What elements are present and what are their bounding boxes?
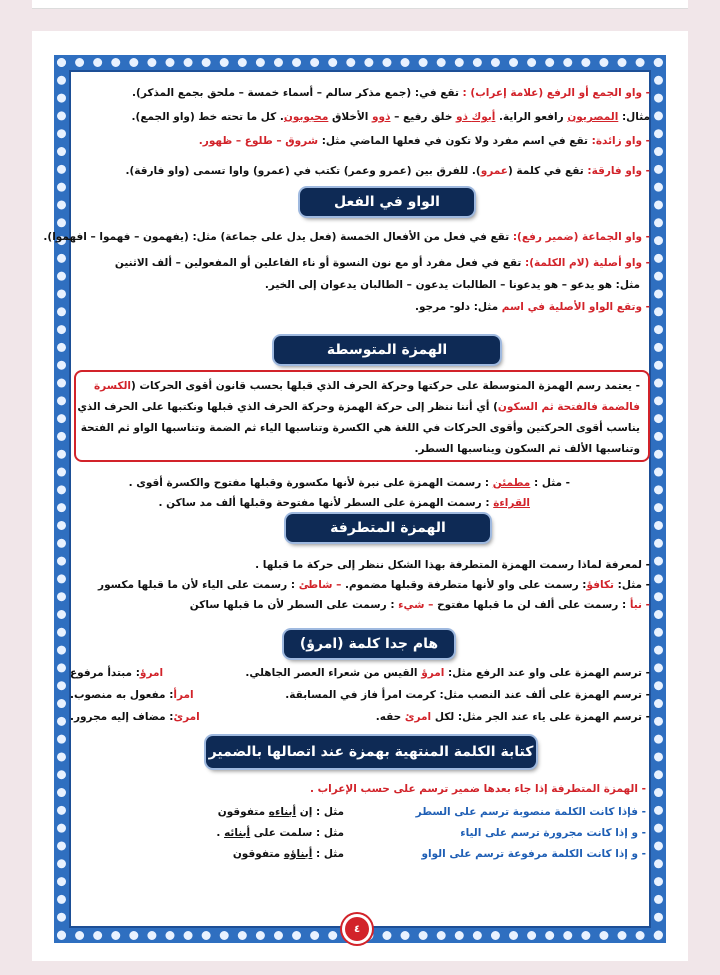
example-word: مطمئن	[492, 477, 531, 489]
waw-ism-desc: مثل: دلو- مرجو.	[414, 301, 499, 313]
rule-text: - ترسم الهمزة على واو عند الرفع مثل:	[444, 667, 650, 679]
rule-text: : مفعول به منصوب.	[70, 689, 174, 701]
example-prefix: مثل : سلمت على	[250, 827, 344, 839]
example-word: أبوك	[471, 111, 496, 123]
example-word: المصريون	[567, 111, 619, 123]
example-word: امرؤ	[139, 667, 164, 679]
example-prefix: - مثل :	[530, 477, 570, 489]
imru-rule-nasb: - ترسم الهمزة على ألف عند النصب مثل: كرمت امرأ فاز في المسابقة.	[285, 689, 650, 701]
box-line: وتناسبها الألف ثم السكون ويناسبها السطر.	[414, 443, 640, 455]
waw-jama3a-title: - واو الجماعة (ضمير رفع):	[509, 231, 650, 243]
example-text: الأخلاق	[328, 111, 373, 123]
waw-asliya-desc: تقع في فعل مفرد أو مع نون النسوة أو ناء الفاعلين أو المفعولين – ألف الاثنين	[114, 257, 522, 269]
example-text: خلق رفيع –	[390, 111, 457, 123]
example-word: القراءة	[493, 497, 530, 509]
example-text: . كل ما تحته خط (واو الجمع).	[131, 111, 284, 123]
waw-fariqa-word: عمرو	[480, 165, 508, 177]
waw-jam-rule	[70, 86, 650, 100]
section-banner-mutatarrifa: الهمزة المتطرفة	[286, 514, 490, 542]
example-word: محبوبون	[283, 111, 329, 123]
waw-zaida-desc: تقع في اسم مفرد ولا تكون في فعلها الماضي مثل:	[318, 135, 588, 147]
example-text: متفوقون	[217, 806, 269, 818]
waw-jama3a-desc: تقع في فعل من الأفعال الخمسة (فعل يدل على جماعة) مثل: (يفهمون – فهموا – افهموا).	[43, 231, 510, 243]
waw-asliya-title: - واو أصلية (لام الكلمة):	[521, 257, 650, 269]
waw-asliya-rule	[70, 256, 650, 270]
damir-rule: - الهمزة المتطرفة إذا جاء بعدها ضمير ترسم على حسب الإعراب .	[309, 783, 646, 795]
mutatarrifa-example-2	[70, 598, 650, 612]
damir-case-mansub: - فإذا كانت الكلمة منصوبة ترسم على السطر	[415, 806, 646, 818]
rule-text: - ترسم الهمزة على ياء عند الجر مثل: لكل	[431, 711, 650, 723]
rule-text: حقه.	[375, 711, 405, 723]
box-line	[77, 397, 640, 418]
example-word: امرئ	[404, 711, 432, 723]
section-banner-waw-fi3l: الواو في الفعل	[300, 188, 474, 216]
box-text: - يعتمد رسم الهمزة المتوسطة على حركتها وحركة الحرف الذي قبلها بحسب قانون أقوى الحركات (	[131, 380, 640, 392]
waw-zaida-example: شروق – طلوع – ظهور.	[198, 135, 319, 147]
page-number-badge: ٤	[345, 917, 369, 941]
rule-text: : مضاف إليه مجرور.	[70, 711, 174, 723]
waw-fariqa-desc: تقع في كلمة (	[507, 165, 584, 177]
example-word: أبنائه	[224, 827, 251, 839]
waw-ism-title: - وتقع الواو الأصلية في اسم	[498, 301, 650, 313]
waw-fariqa-rule	[70, 164, 650, 178]
damir-example-majrur	[216, 826, 344, 840]
damir-example-mansub	[218, 805, 344, 819]
box-line	[84, 376, 640, 397]
waw-ism-rule	[70, 300, 650, 314]
example-text: رافعو الراية.	[495, 111, 568, 123]
mutawassita-example-2	[70, 496, 530, 510]
example-prefix: - مثل:	[613, 579, 650, 591]
box-text: ) أي أننا ننظر إلى حركة الهمزة وحركة الحرف الذي قبلها ونكتبها على الحرف الذي	[77, 401, 498, 413]
example-prefix: مثل :	[312, 848, 344, 860]
mutatarrifa-rule: - لمعرفة لماذا رسمت الهمزة المتطرفة بهذا الشكل ننظر إلى حركة ما قبلها .	[255, 559, 650, 571]
waw-zaida-rule	[70, 134, 650, 148]
imru-side-jarr	[70, 710, 200, 724]
example-text: متفوقون	[232, 848, 284, 860]
example-prefix: مثال:	[618, 111, 650, 123]
example-word: تكافؤ	[586, 579, 614, 591]
section-banner-mutawassita: الهمزة المتوسطة	[274, 336, 500, 364]
example-text: : رسمت على ألف لن ما قبلها مفتوح	[437, 599, 630, 611]
mutatarrifa-example-1	[70, 578, 650, 592]
section-banner-damir: كتابة الكلمة المنتهية بهمزة عند اتصالها بالضمير	[206, 736, 536, 768]
example-word: أبناؤه	[283, 848, 313, 860]
waw-jam-desc: تقع في: (جمع مذكر سالم – أسماء خمسة – ملحق بجمع المذكر).	[132, 87, 459, 99]
example-text: .	[216, 827, 225, 839]
waw-jama3a-rule	[43, 230, 650, 244]
example-word: ذوو	[372, 111, 391, 123]
waw-jam-example	[70, 110, 650, 124]
waw-fariqa-title: - واو فارقة:	[583, 165, 650, 177]
example-text: : رسمت على واو لأنها متطرفة وقبلها مضموم.	[345, 579, 587, 591]
rule-box-mutawassita	[74, 370, 650, 462]
damir-example-marfu3	[233, 847, 344, 861]
waw-asliya-example: مثل: هو يدعو – هو يدعونا – الطالبات يدعون – الطالبان يدعوان إلى الخير.	[264, 279, 640, 291]
example-word: – شاطئ	[298, 579, 346, 591]
example-text: : رسمت على الياء لأن ما قبلها مكسور	[98, 579, 299, 591]
waw-fariqa-desc: ). للفرق بين (عمرو وعمر) تكتب في (عمرو) واوا تسمى (واو فارقة).	[125, 165, 481, 177]
page-content	[43, 74, 650, 924]
imru-side-nasb	[70, 688, 194, 702]
damir-case-marfu3: - و إذا كانت الكلمة مرفوعة ترسم على الواو	[421, 848, 646, 860]
example-text: : رسمت على السطر لأن ما قبلها ساكن	[189, 599, 399, 611]
example-word: امرئ	[173, 711, 200, 723]
box-line: يناسب أقوى الحركتين وأقوى الحركات في اللغة هي الكسرة وتناسبها الياء ثم الضمة وتناسبها الواو ثم الفتحة	[80, 422, 640, 434]
damir-case-majrur: - و إذا كانت مجرورة ترسم على الياء	[460, 827, 646, 839]
previous-page-edge	[32, 0, 688, 9]
example-word: - نبأ	[629, 599, 650, 611]
section-banner-imru: هام جدا كلمة (امرؤ)	[284, 630, 454, 658]
waw-jam-title: - واو الجمع أو الرفع (علامة إعراب) :	[458, 87, 650, 99]
example-word: – شيء	[398, 599, 438, 611]
example-word: امرأ	[173, 689, 194, 701]
example-word: امرؤ	[421, 667, 445, 679]
waw-zaida-title: - واو زائدة:	[587, 135, 650, 147]
example-prefix: مثل : إن	[296, 806, 344, 818]
box-highlight: فالضمة فالفتحة ثم السكون	[497, 401, 640, 413]
imru-side-raf3	[70, 666, 163, 680]
mutawassita-example-1	[70, 476, 570, 490]
example-word: أبناءه	[268, 806, 297, 818]
rule-text: القيس من شعراء العصر الجاهلي.	[245, 667, 422, 679]
box-highlight: الكسرة	[93, 380, 132, 392]
example-word: ذو	[456, 111, 472, 123]
rule-text: : مبتدأ مرفوع	[70, 667, 140, 679]
example-text: : رسمت الهمزة على السطر لأنها مفتوحة وقبلها ألف مد ساكن .	[158, 497, 494, 509]
example-text: : رسمت الهمزة على نبرة لأنها مكسورة وقبلها مفتوح والكسرة أقوى .	[128, 477, 493, 489]
